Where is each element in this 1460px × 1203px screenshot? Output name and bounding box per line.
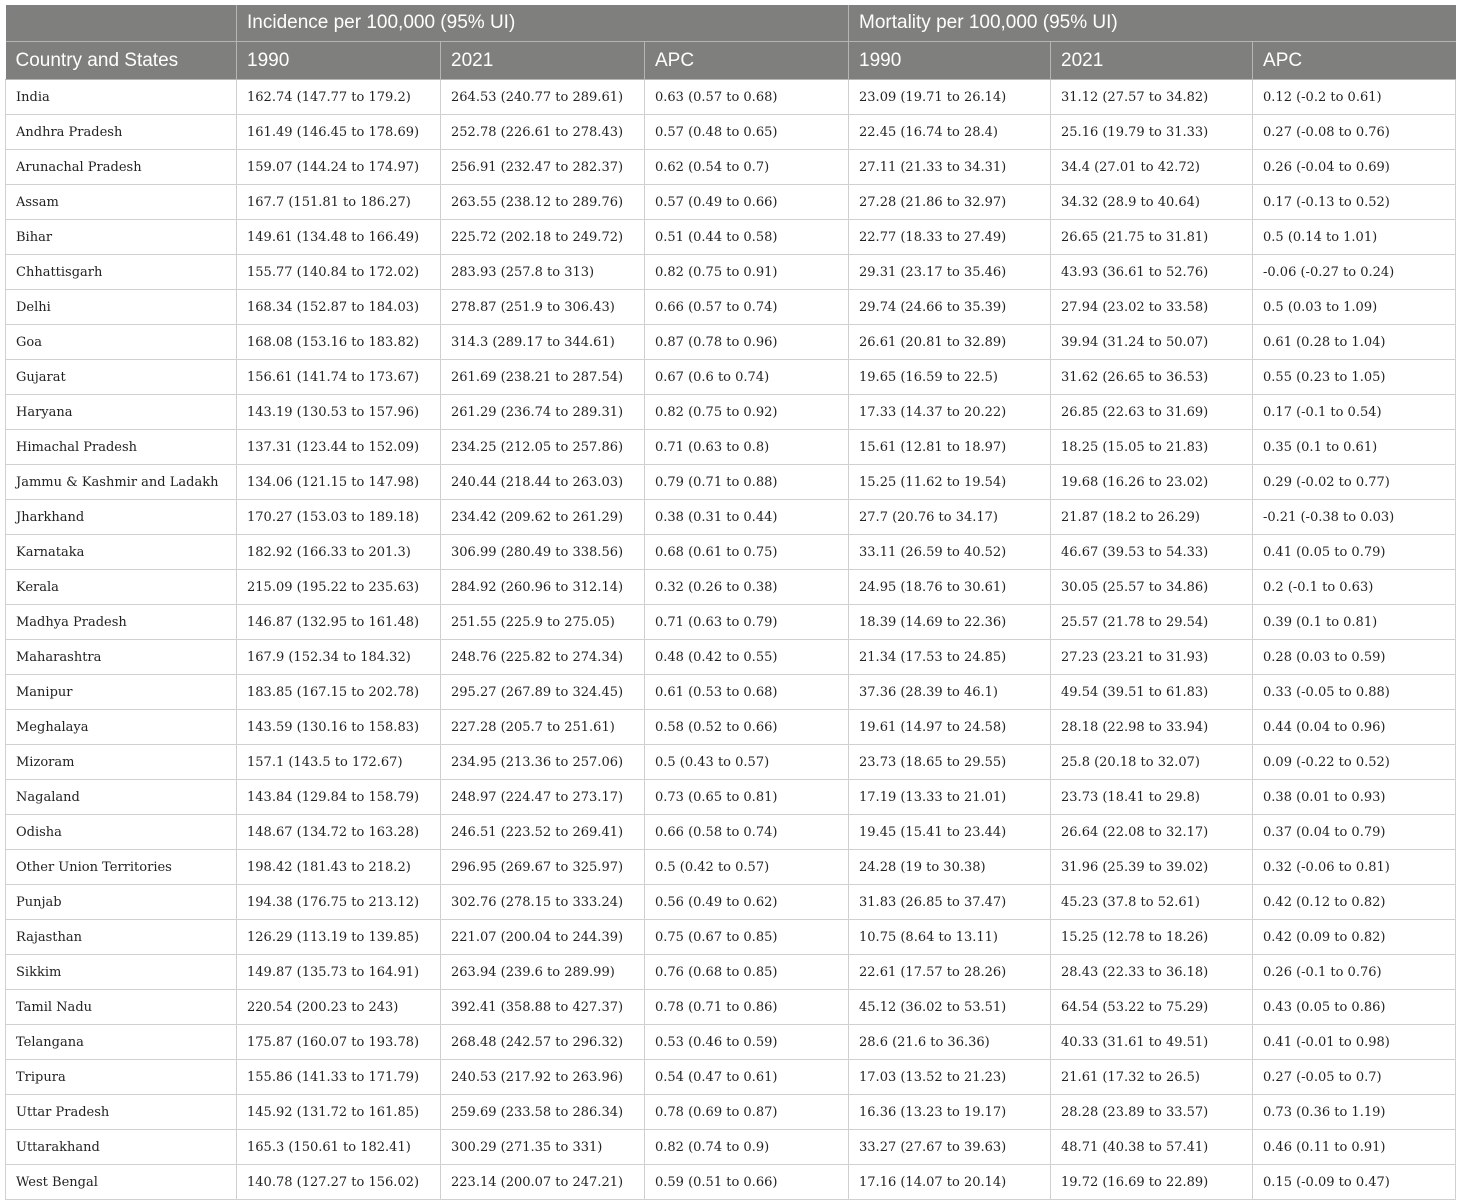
cell-incidence-1990: 220.54 (200.23 to 243) bbox=[237, 990, 441, 1025]
cell-mortality-2021: 18.25 (15.05 to 21.83) bbox=[1051, 430, 1253, 465]
table-row bbox=[6, 1130, 1456, 1165]
cell-mortality-apc: 0.29 (-0.02 to 0.77) bbox=[1253, 465, 1456, 500]
cell-mortality-2021: 28.28 (23.89 to 33.57) bbox=[1051, 1095, 1253, 1130]
cell-country: Bihar bbox=[6, 220, 237, 255]
cell-incidence-apc: 0.51 (0.44 to 0.58) bbox=[645, 220, 849, 255]
cell-incidence-2021: 246.51 (223.52 to 269.41) bbox=[441, 815, 645, 850]
table-row bbox=[6, 80, 1456, 115]
cell-mortality-1990: 19.45 (15.41 to 23.44) bbox=[849, 815, 1051, 850]
table-row bbox=[6, 185, 1456, 220]
cell-incidence-2021: 248.76 (225.82 to 274.34) bbox=[441, 640, 645, 675]
cell-mortality-apc: 0.42 (0.12 to 0.82) bbox=[1253, 885, 1456, 920]
cell-incidence-apc: 0.82 (0.75 to 0.92) bbox=[645, 395, 849, 430]
cell-incidence-2021: 259.69 (233.58 to 286.34) bbox=[441, 1095, 645, 1130]
cell-incidence-apc: 0.66 (0.58 to 0.74) bbox=[645, 815, 849, 850]
cell-incidence-apc: 0.71 (0.63 to 0.8) bbox=[645, 430, 849, 465]
table-row bbox=[6, 1025, 1456, 1060]
cell-incidence-apc: 0.63 (0.57 to 0.68) bbox=[645, 80, 849, 115]
cell-incidence-1990: 167.9 (152.34 to 184.32) bbox=[237, 640, 441, 675]
cell-incidence-2021: 234.25 (212.05 to 257.86) bbox=[441, 430, 645, 465]
cell-country: Assam bbox=[6, 185, 237, 220]
cell-incidence-1990: 148.67 (134.72 to 163.28) bbox=[237, 815, 441, 850]
cell-mortality-2021: 26.65 (21.75 to 31.81) bbox=[1051, 220, 1253, 255]
column-header-mortality-apc: APC bbox=[1253, 42, 1456, 80]
cell-incidence-1990: 137.31 (123.44 to 152.09) bbox=[237, 430, 441, 465]
cell-mortality-2021: 26.64 (22.08 to 32.17) bbox=[1051, 815, 1253, 850]
cell-mortality-1990: 37.36 (28.39 to 46.1) bbox=[849, 675, 1051, 710]
cell-mortality-2021: 31.62 (26.65 to 36.53) bbox=[1051, 360, 1253, 395]
cell-incidence-1990: 134.06 (121.15 to 147.98) bbox=[237, 465, 441, 500]
cell-mortality-1990: 10.75 (8.64 to 13.11) bbox=[849, 920, 1051, 955]
cell-incidence-2021: 314.3 (289.17 to 344.61) bbox=[441, 325, 645, 360]
cell-mortality-apc: 0.26 (-0.1 to 0.76) bbox=[1253, 955, 1456, 990]
cell-country: Nagaland bbox=[6, 780, 237, 815]
table-row bbox=[6, 640, 1456, 675]
column-header-incidence-1990: 1990 bbox=[237, 42, 441, 80]
cell-country: Telangana bbox=[6, 1025, 237, 1060]
cell-mortality-2021: 25.8 (20.18 to 32.07) bbox=[1051, 745, 1253, 780]
cell-mortality-2021: 31.12 (27.57 to 34.82) bbox=[1051, 80, 1253, 115]
cell-mortality-1990: 15.61 (12.81 to 18.97) bbox=[849, 430, 1051, 465]
cell-incidence-1990: 126.29 (113.19 to 139.85) bbox=[237, 920, 441, 955]
cell-mortality-2021: 30.05 (25.57 to 34.86) bbox=[1051, 570, 1253, 605]
cell-mortality-2021: 27.23 (23.21 to 31.93) bbox=[1051, 640, 1253, 675]
cell-mortality-1990: 16.36 (13.23 to 19.17) bbox=[849, 1095, 1051, 1130]
cell-mortality-1990: 27.7 (20.76 to 34.17) bbox=[849, 500, 1051, 535]
cell-incidence-1990: 157.1 (143.5 to 172.67) bbox=[237, 745, 441, 780]
cell-mortality-apc: 0.43 (0.05 to 0.86) bbox=[1253, 990, 1456, 1025]
cell-country: Arunachal Pradesh bbox=[6, 150, 237, 185]
cell-country: Other Union Territories bbox=[6, 850, 237, 885]
column-header-country: Country and States bbox=[6, 42, 237, 80]
cell-mortality-apc: 0.41 (0.05 to 0.79) bbox=[1253, 535, 1456, 570]
cell-incidence-2021: 263.94 (239.6 to 289.99) bbox=[441, 955, 645, 990]
table-row bbox=[6, 325, 1456, 360]
cell-incidence-2021: 300.29 (271.35 to 331) bbox=[441, 1130, 645, 1165]
cell-mortality-1990: 19.61 (14.97 to 24.58) bbox=[849, 710, 1051, 745]
column-header-mortality-2021: 2021 bbox=[1051, 42, 1253, 80]
cell-incidence-apc: 0.68 (0.61 to 0.75) bbox=[645, 535, 849, 570]
cell-mortality-apc: 0.46 (0.11 to 0.91) bbox=[1253, 1130, 1456, 1165]
cell-incidence-apc: 0.79 (0.71 to 0.88) bbox=[645, 465, 849, 500]
cell-incidence-2021: 284.92 (260.96 to 312.14) bbox=[441, 570, 645, 605]
cell-mortality-apc: 0.5 (0.03 to 1.09) bbox=[1253, 290, 1456, 325]
cell-country: Sikkim bbox=[6, 955, 237, 990]
cell-incidence-1990: 161.49 (146.45 to 178.69) bbox=[237, 115, 441, 150]
cell-mortality-1990: 19.65 (16.59 to 22.5) bbox=[849, 360, 1051, 395]
cell-mortality-apc: 0.44 (0.04 to 0.96) bbox=[1253, 710, 1456, 745]
cell-incidence-apc: 0.38 (0.31 to 0.44) bbox=[645, 500, 849, 535]
cell-mortality-2021: 43.93 (36.61 to 52.76) bbox=[1051, 255, 1253, 290]
table-row bbox=[6, 850, 1456, 885]
cell-country: Manipur bbox=[6, 675, 237, 710]
cell-country: Mizoram bbox=[6, 745, 237, 780]
cell-country: Tripura bbox=[6, 1060, 237, 1095]
cell-country: Rajasthan bbox=[6, 920, 237, 955]
cell-incidence-2021: 295.27 (267.89 to 324.45) bbox=[441, 675, 645, 710]
cell-incidence-1990: 146.87 (132.95 to 161.48) bbox=[237, 605, 441, 640]
cell-mortality-apc: 0.5 (0.14 to 1.01) bbox=[1253, 220, 1456, 255]
cell-mortality-1990: 45.12 (36.02 to 53.51) bbox=[849, 990, 1051, 1025]
table-row bbox=[6, 990, 1456, 1025]
cell-incidence-1990: 198.42 (181.43 to 218.2) bbox=[237, 850, 441, 885]
cell-mortality-apc: -0.21 (-0.38 to 0.03) bbox=[1253, 500, 1456, 535]
cell-mortality-2021: 45.23 (37.8 to 52.61) bbox=[1051, 885, 1253, 920]
cell-country: Jammu & Kashmir and Ladakh bbox=[6, 465, 237, 500]
table-row bbox=[6, 500, 1456, 535]
cell-incidence-1990: 182.92 (166.33 to 201.3) bbox=[237, 535, 441, 570]
cell-incidence-1990: 175.87 (160.07 to 193.78) bbox=[237, 1025, 441, 1060]
cell-incidence-apc: 0.87 (0.78 to 0.96) bbox=[645, 325, 849, 360]
mortality-group-header: Mortality per 100,000 (95% UI) bbox=[849, 5, 1456, 42]
column-header-mortality-1990: 1990 bbox=[849, 42, 1051, 80]
cell-incidence-2021: 278.87 (251.9 to 306.43) bbox=[441, 290, 645, 325]
cell-mortality-1990: 17.33 (14.37 to 20.22) bbox=[849, 395, 1051, 430]
cell-mortality-1990: 23.09 (19.71 to 26.14) bbox=[849, 80, 1051, 115]
cell-incidence-2021: 256.91 (232.47 to 282.37) bbox=[441, 150, 645, 185]
table-row bbox=[6, 535, 1456, 570]
table-row bbox=[6, 920, 1456, 955]
cell-incidence-1990: 183.85 (167.15 to 202.78) bbox=[237, 675, 441, 710]
cell-country: India bbox=[6, 80, 237, 115]
cell-incidence-apc: 0.57 (0.49 to 0.66) bbox=[645, 185, 849, 220]
cell-mortality-2021: 21.61 (17.32 to 26.5) bbox=[1051, 1060, 1253, 1095]
cell-incidence-1990: 194.38 (176.75 to 213.12) bbox=[237, 885, 441, 920]
column-header-incidence-apc: APC bbox=[645, 42, 849, 80]
cell-incidence-2021: 234.42 (209.62 to 261.29) bbox=[441, 500, 645, 535]
cell-incidence-2021: 261.29 (236.74 to 289.31) bbox=[441, 395, 645, 430]
cell-incidence-1990: 162.74 (147.77 to 179.2) bbox=[237, 80, 441, 115]
cell-mortality-1990: 26.61 (20.81 to 32.89) bbox=[849, 325, 1051, 360]
cell-country: Madhya Pradesh bbox=[6, 605, 237, 640]
group-header-row bbox=[6, 5, 1456, 42]
cell-mortality-2021: 31.96 (25.39 to 39.02) bbox=[1051, 850, 1253, 885]
cell-incidence-2021: 268.48 (242.57 to 296.32) bbox=[441, 1025, 645, 1060]
cell-mortality-1990: 29.74 (24.66 to 35.39) bbox=[849, 290, 1051, 325]
cell-mortality-2021: 19.72 (16.69 to 22.89) bbox=[1051, 1165, 1253, 1200]
cell-mortality-2021: 25.16 (19.79 to 31.33) bbox=[1051, 115, 1253, 150]
column-header-row bbox=[6, 42, 1456, 80]
cell-mortality-apc: 0.39 (0.1 to 0.81) bbox=[1253, 605, 1456, 640]
cell-country: Jharkhand bbox=[6, 500, 237, 535]
cell-mortality-1990: 17.19 (13.33 to 21.01) bbox=[849, 780, 1051, 815]
table-row bbox=[6, 675, 1456, 710]
cell-country: Chhattisgarh bbox=[6, 255, 237, 290]
cell-incidence-1990: 143.59 (130.16 to 158.83) bbox=[237, 710, 441, 745]
cell-incidence-apc: 0.71 (0.63 to 0.79) bbox=[645, 605, 849, 640]
cell-mortality-1990: 17.03 (13.52 to 21.23) bbox=[849, 1060, 1051, 1095]
cell-country: Kerala bbox=[6, 570, 237, 605]
cell-country: Uttar Pradesh bbox=[6, 1095, 237, 1130]
cell-country: Odisha bbox=[6, 815, 237, 850]
cell-incidence-2021: 283.93 (257.8 to 313) bbox=[441, 255, 645, 290]
cell-mortality-1990: 24.95 (18.76 to 30.61) bbox=[849, 570, 1051, 605]
cell-mortality-1990: 21.34 (17.53 to 24.85) bbox=[849, 640, 1051, 675]
cell-mortality-2021: 46.67 (39.53 to 54.33) bbox=[1051, 535, 1253, 570]
cell-mortality-2021: 34.4 (27.01 to 42.72) bbox=[1051, 150, 1253, 185]
cell-incidence-2021: 221.07 (200.04 to 244.39) bbox=[441, 920, 645, 955]
cell-incidence-2021: 302.76 (278.15 to 333.24) bbox=[441, 885, 645, 920]
cell-mortality-1990: 22.45 (16.74 to 28.4) bbox=[849, 115, 1051, 150]
table-row bbox=[6, 1095, 1456, 1130]
table-row bbox=[6, 710, 1456, 745]
cell-mortality-1990: 23.73 (18.65 to 29.55) bbox=[849, 745, 1051, 780]
cell-mortality-2021: 28.18 (22.98 to 33.94) bbox=[1051, 710, 1253, 745]
cell-mortality-2021: 15.25 (12.78 to 18.26) bbox=[1051, 920, 1253, 955]
cell-incidence-apc: 0.66 (0.57 to 0.74) bbox=[645, 290, 849, 325]
cell-incidence-2021: 240.53 (217.92 to 263.96) bbox=[441, 1060, 645, 1095]
cell-incidence-apc: 0.53 (0.46 to 0.59) bbox=[645, 1025, 849, 1060]
cell-mortality-apc: 0.17 (-0.13 to 0.52) bbox=[1253, 185, 1456, 220]
cell-mortality-apc: 0.61 (0.28 to 1.04) bbox=[1253, 325, 1456, 360]
cell-incidence-1990: 149.61 (134.48 to 166.49) bbox=[237, 220, 441, 255]
cell-mortality-apc: 0.26 (-0.04 to 0.69) bbox=[1253, 150, 1456, 185]
cell-incidence-2021: 240.44 (218.44 to 263.03) bbox=[441, 465, 645, 500]
cell-mortality-1990: 22.77 (18.33 to 27.49) bbox=[849, 220, 1051, 255]
cell-country: Karnataka bbox=[6, 535, 237, 570]
cell-mortality-apc: 0.28 (0.03 to 0.59) bbox=[1253, 640, 1456, 675]
table-row bbox=[6, 430, 1456, 465]
table-row bbox=[6, 885, 1456, 920]
cell-mortality-2021: 21.87 (18.2 to 26.29) bbox=[1051, 500, 1253, 535]
cell-country: Andhra Pradesh bbox=[6, 115, 237, 150]
cell-incidence-1990: 145.92 (131.72 to 161.85) bbox=[237, 1095, 441, 1130]
cell-country: Goa bbox=[6, 325, 237, 360]
cell-mortality-1990: 18.39 (14.69 to 22.36) bbox=[849, 605, 1051, 640]
cell-incidence-apc: 0.56 (0.49 to 0.62) bbox=[645, 885, 849, 920]
table-row bbox=[6, 255, 1456, 290]
cell-incidence-1990: 168.34 (152.87 to 184.03) bbox=[237, 290, 441, 325]
cell-country: Haryana bbox=[6, 395, 237, 430]
cell-incidence-1990: 159.07 (144.24 to 174.97) bbox=[237, 150, 441, 185]
cell-mortality-1990: 28.6 (21.6 to 36.36) bbox=[849, 1025, 1051, 1060]
cell-incidence-1990: 143.84 (129.84 to 158.79) bbox=[237, 780, 441, 815]
cell-country: Uttarakhand bbox=[6, 1130, 237, 1165]
cell-mortality-apc: 0.33 (-0.05 to 0.88) bbox=[1253, 675, 1456, 710]
cell-mortality-2021: 26.85 (22.63 to 31.69) bbox=[1051, 395, 1253, 430]
cell-mortality-2021: 27.94 (23.02 to 33.58) bbox=[1051, 290, 1253, 325]
cell-incidence-apc: 0.78 (0.71 to 0.86) bbox=[645, 990, 849, 1025]
cell-mortality-2021: 49.54 (39.51 to 61.83) bbox=[1051, 675, 1253, 710]
table-row bbox=[6, 220, 1456, 255]
cell-incidence-2021: 264.53 (240.77 to 289.61) bbox=[441, 80, 645, 115]
cell-incidence-2021: 306.99 (280.49 to 338.56) bbox=[441, 535, 645, 570]
cell-mortality-1990: 27.11 (21.33 to 34.31) bbox=[849, 150, 1051, 185]
cell-incidence-apc: 0.73 (0.65 to 0.81) bbox=[645, 780, 849, 815]
cell-incidence-2021: 392.41 (358.88 to 427.37) bbox=[441, 990, 645, 1025]
cell-mortality-apc: 0.55 (0.23 to 1.05) bbox=[1253, 360, 1456, 395]
table-row bbox=[6, 360, 1456, 395]
incidence-group-header: Incidence per 100,000 (95% UI) bbox=[237, 5, 849, 42]
table-row bbox=[6, 815, 1456, 850]
cell-incidence-apc: 0.67 (0.6 to 0.74) bbox=[645, 360, 849, 395]
incidence-mortality-table bbox=[5, 5, 1456, 1200]
cell-mortality-apc: 0.17 (-0.1 to 0.54) bbox=[1253, 395, 1456, 430]
cell-incidence-1990: 167.7 (151.81 to 186.27) bbox=[237, 185, 441, 220]
cell-mortality-apc: 0.41 (-0.01 to 0.98) bbox=[1253, 1025, 1456, 1060]
cell-mortality-apc: 0.73 (0.36 to 1.19) bbox=[1253, 1095, 1456, 1130]
table-row bbox=[6, 780, 1456, 815]
cell-incidence-apc: 0.5 (0.42 to 0.57) bbox=[645, 850, 849, 885]
cell-incidence-apc: 0.78 (0.69 to 0.87) bbox=[645, 1095, 849, 1130]
table-row bbox=[6, 1060, 1456, 1095]
table-row bbox=[6, 605, 1456, 640]
cell-country: Punjab bbox=[6, 885, 237, 920]
cell-mortality-1990: 29.31 (23.17 to 35.46) bbox=[849, 255, 1051, 290]
cell-incidence-1990: 168.08 (153.16 to 183.82) bbox=[237, 325, 441, 360]
cell-mortality-apc: 0.32 (-0.06 to 0.81) bbox=[1253, 850, 1456, 885]
table-row bbox=[6, 745, 1456, 780]
cell-incidence-2021: 261.69 (238.21 to 287.54) bbox=[441, 360, 645, 395]
cell-mortality-apc: 0.38 (0.01 to 0.93) bbox=[1253, 780, 1456, 815]
cell-mortality-1990: 24.28 (19 to 30.38) bbox=[849, 850, 1051, 885]
table-row bbox=[6, 395, 1456, 430]
table-row bbox=[6, 955, 1456, 990]
column-header-incidence-2021: 2021 bbox=[441, 42, 645, 80]
cell-incidence-2021: 248.97 (224.47 to 273.17) bbox=[441, 780, 645, 815]
cell-mortality-1990: 22.61 (17.57 to 28.26) bbox=[849, 955, 1051, 990]
cell-incidence-1990: 155.86 (141.33 to 171.79) bbox=[237, 1060, 441, 1095]
cell-mortality-1990: 33.27 (27.67 to 39.63) bbox=[849, 1130, 1051, 1165]
cell-mortality-2021: 48.71 (40.38 to 57.41) bbox=[1051, 1130, 1253, 1165]
cell-incidence-1990: 170.27 (153.03 to 189.18) bbox=[237, 500, 441, 535]
cell-incidence-2021: 234.95 (213.36 to 257.06) bbox=[441, 745, 645, 780]
cell-incidence-1990: 143.19 (130.53 to 157.96) bbox=[237, 395, 441, 430]
cell-mortality-apc: 0.27 (-0.08 to 0.76) bbox=[1253, 115, 1456, 150]
cell-mortality-2021: 34.32 (28.9 to 40.64) bbox=[1051, 185, 1253, 220]
cell-incidence-2021: 223.14 (200.07 to 247.21) bbox=[441, 1165, 645, 1200]
table-row bbox=[6, 115, 1456, 150]
cell-mortality-1990: 33.11 (26.59 to 40.52) bbox=[849, 535, 1051, 570]
cell-incidence-2021: 225.72 (202.18 to 249.72) bbox=[441, 220, 645, 255]
cell-incidence-2021: 263.55 (238.12 to 289.76) bbox=[441, 185, 645, 220]
cell-incidence-1990: 165.3 (150.61 to 182.41) bbox=[237, 1130, 441, 1165]
cell-incidence-1990: 140.78 (127.27 to 156.02) bbox=[237, 1165, 441, 1200]
cell-incidence-apc: 0.59 (0.51 to 0.66) bbox=[645, 1165, 849, 1200]
cell-mortality-1990: 27.28 (21.86 to 32.97) bbox=[849, 185, 1051, 220]
cell-mortality-2021: 23.73 (18.41 to 29.8) bbox=[1051, 780, 1253, 815]
cell-country: Gujarat bbox=[6, 360, 237, 395]
cell-mortality-apc: 0.2 (-0.1 to 0.63) bbox=[1253, 570, 1456, 605]
table-row bbox=[6, 150, 1456, 185]
cell-incidence-apc: 0.54 (0.47 to 0.61) bbox=[645, 1060, 849, 1095]
cell-incidence-apc: 0.57 (0.48 to 0.65) bbox=[645, 115, 849, 150]
cell-country: Tamil Nadu bbox=[6, 990, 237, 1025]
cell-mortality-apc: 0.37 (0.04 to 0.79) bbox=[1253, 815, 1456, 850]
cell-mortality-2021: 64.54 (53.22 to 75.29) bbox=[1051, 990, 1253, 1025]
cell-mortality-apc: 0.09 (-0.22 to 0.52) bbox=[1253, 745, 1456, 780]
cell-mortality-apc: 0.12 (-0.2 to 0.61) bbox=[1253, 80, 1456, 115]
cell-incidence-2021: 227.28 (205.7 to 251.61) bbox=[441, 710, 645, 745]
cell-country: Delhi bbox=[6, 290, 237, 325]
cell-incidence-1990: 215.09 (195.22 to 235.63) bbox=[237, 570, 441, 605]
cell-mortality-apc: 0.42 (0.09 to 0.82) bbox=[1253, 920, 1456, 955]
cell-mortality-apc: 0.27 (-0.05 to 0.7) bbox=[1253, 1060, 1456, 1095]
table-row bbox=[6, 290, 1456, 325]
cell-incidence-2021: 251.55 (225.9 to 275.05) bbox=[441, 605, 645, 640]
cell-mortality-apc: 0.15 (-0.09 to 0.47) bbox=[1253, 1165, 1456, 1200]
cell-incidence-apc: 0.76 (0.68 to 0.85) bbox=[645, 955, 849, 990]
table-row bbox=[6, 570, 1456, 605]
cell-incidence-apc: 0.5 (0.43 to 0.57) bbox=[645, 745, 849, 780]
cell-incidence-1990: 155.77 (140.84 to 172.02) bbox=[237, 255, 441, 290]
cell-incidence-apc: 0.62 (0.54 to 0.7) bbox=[645, 150, 849, 185]
cell-incidence-apc: 0.75 (0.67 to 0.85) bbox=[645, 920, 849, 955]
table-row bbox=[6, 1165, 1456, 1200]
cell-incidence-apc: 0.48 (0.42 to 0.55) bbox=[645, 640, 849, 675]
cell-incidence-apc: 0.82 (0.75 to 0.91) bbox=[645, 255, 849, 290]
cell-mortality-2021: 28.43 (22.33 to 36.18) bbox=[1051, 955, 1253, 990]
cell-mortality-1990: 17.16 (14.07 to 20.14) bbox=[849, 1165, 1051, 1200]
cell-mortality-apc: 0.35 (0.1 to 0.61) bbox=[1253, 430, 1456, 465]
data-table-container bbox=[5, 5, 1455, 1200]
cell-mortality-apc: -0.06 (-0.27 to 0.24) bbox=[1253, 255, 1456, 290]
header-empty-cell bbox=[6, 5, 237, 42]
cell-incidence-apc: 0.61 (0.53 to 0.68) bbox=[645, 675, 849, 710]
cell-country: Meghalaya bbox=[6, 710, 237, 745]
cell-incidence-apc: 0.32 (0.26 to 0.38) bbox=[645, 570, 849, 605]
cell-incidence-apc: 0.58 (0.52 to 0.66) bbox=[645, 710, 849, 745]
cell-mortality-2021: 19.68 (16.26 to 23.02) bbox=[1051, 465, 1253, 500]
cell-mortality-1990: 15.25 (11.62 to 19.54) bbox=[849, 465, 1051, 500]
cell-mortality-2021: 25.57 (21.78 to 29.54) bbox=[1051, 605, 1253, 640]
cell-mortality-1990: 31.83 (26.85 to 37.47) bbox=[849, 885, 1051, 920]
cell-country: West Bengal bbox=[6, 1165, 237, 1200]
table-row bbox=[6, 465, 1456, 500]
cell-mortality-2021: 39.94 (31.24 to 50.07) bbox=[1051, 325, 1253, 360]
cell-country: Maharashtra bbox=[6, 640, 237, 675]
table-body bbox=[6, 80, 1456, 1200]
cell-incidence-1990: 156.61 (141.74 to 173.67) bbox=[237, 360, 441, 395]
cell-incidence-2021: 252.78 (226.61 to 278.43) bbox=[441, 115, 645, 150]
cell-incidence-2021: 296.95 (269.67 to 325.97) bbox=[441, 850, 645, 885]
cell-incidence-1990: 149.87 (135.73 to 164.91) bbox=[237, 955, 441, 990]
cell-country: Himachal Pradesh bbox=[6, 430, 237, 465]
cell-incidence-apc: 0.82 (0.74 to 0.9) bbox=[645, 1130, 849, 1165]
cell-mortality-2021: 40.33 (31.61 to 49.51) bbox=[1051, 1025, 1253, 1060]
